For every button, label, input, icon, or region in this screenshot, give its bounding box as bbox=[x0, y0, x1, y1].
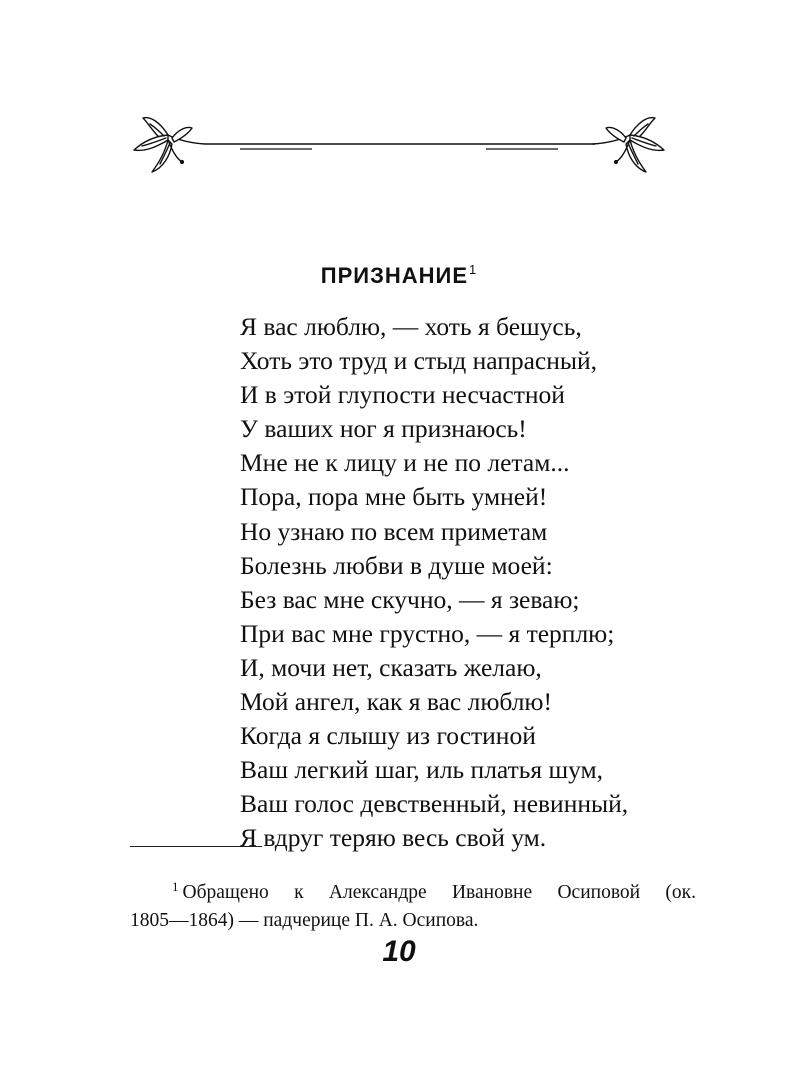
page-number: 10 bbox=[382, 935, 416, 968]
poem-line: Но узнаю по всем приметам bbox=[240, 516, 548, 546]
poem-line: И, мочи нет, сказать желаю, bbox=[240, 652, 542, 682]
poem-line: Без вас мне скучно, — я зеваю; bbox=[240, 584, 580, 614]
footnote-marker: 1 bbox=[172, 879, 179, 894]
poem-line: Я вас люблю, — хоть я бешусь, bbox=[240, 312, 582, 341]
poem-line: Ваш голос девственный, невинный, bbox=[240, 789, 629, 819]
poem-line: Ваш легкий шаг, иль платья шум, bbox=[240, 755, 604, 785]
ornament-rules bbox=[205, 144, 595, 149]
footnote bbox=[130, 873, 696, 935]
poem-line: Хоть это труд и стыд напрасный, bbox=[240, 346, 598, 376]
right-lily-icon bbox=[593, 118, 664, 172]
poem-line: Когда я слышу из гостиной bbox=[240, 721, 536, 751]
poem-line: Болезнь любви в душе моей: bbox=[240, 550, 553, 580]
poem-line: У ваших ног я признаюсь! bbox=[240, 414, 527, 444]
footnote-divider bbox=[130, 846, 262, 847]
poem-body bbox=[240, 310, 760, 856]
poem-line: Мой ангел, как я вас люблю! bbox=[240, 687, 552, 717]
poem-line: И в этой глупости несчастной bbox=[240, 380, 565, 410]
header-ornament bbox=[0, 110, 798, 180]
title-footnote-ref: 1 bbox=[469, 262, 478, 277]
footnote-text-2: 1805—1864) — падчерице П. А. Осипова. bbox=[130, 910, 479, 931]
poem-line: Я вдруг теряю весь свой ум. bbox=[240, 823, 547, 853]
poem-line: Мне не к лицу и не по летам... bbox=[240, 448, 570, 478]
footnote-text-1: Обращено к Александре Ивановне Осиповой (ок. bbox=[182, 882, 696, 903]
poem-line: При вас мне грустно, — я терплю; bbox=[240, 618, 615, 648]
footnote-line-1 bbox=[130, 873, 696, 907]
poem-line: Пора, пора мне быть умней! bbox=[240, 482, 548, 512]
left-lily-icon bbox=[134, 118, 205, 172]
poem-title bbox=[0, 262, 798, 289]
poem-title-text: ПРИЗНАНИЕ bbox=[320, 263, 468, 288]
